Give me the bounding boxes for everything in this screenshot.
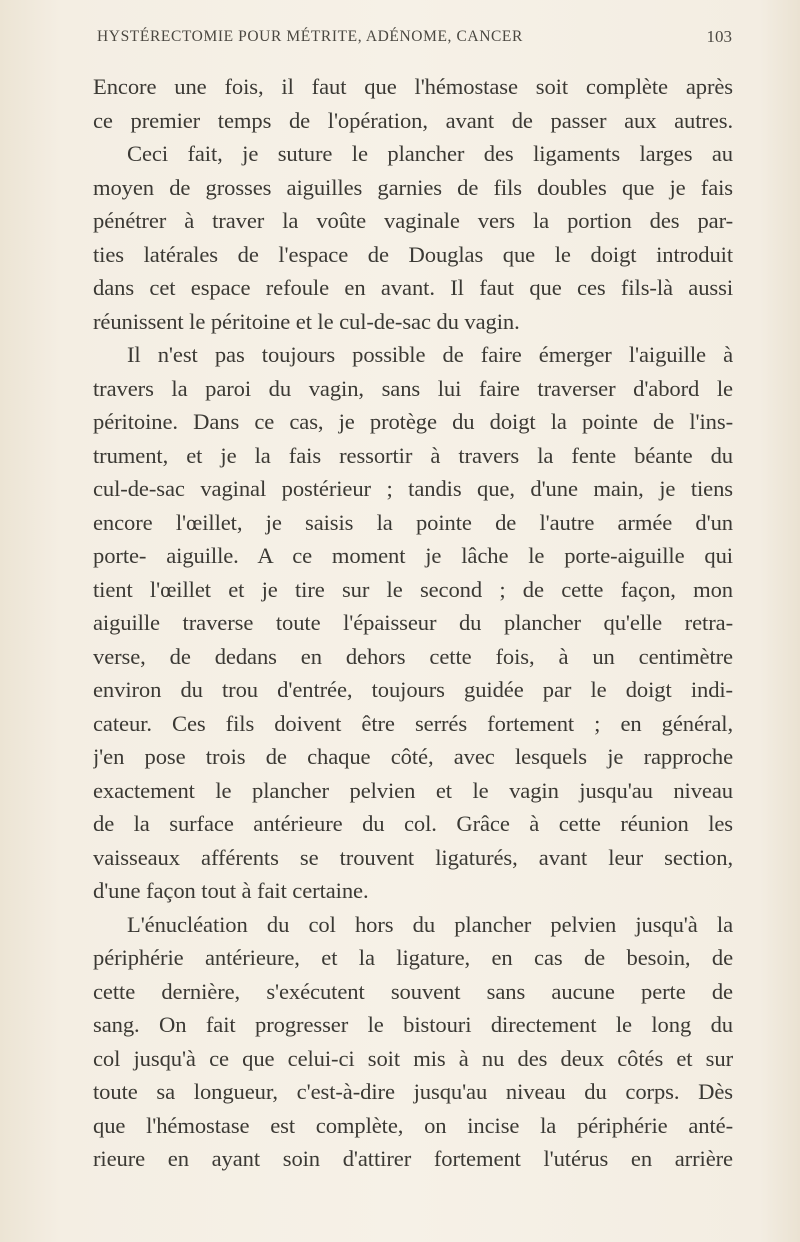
page-number: 103 (706, 27, 732, 46)
text-line: Ceci fait, je suture le plancher des ligaments larges au (127, 141, 733, 166)
text-line: Encore une fois, il faut que l'hémostase soit complète après (93, 74, 733, 99)
text-line: exactement le plancher pelvien et le vagin jusqu'au niveau (93, 777, 733, 803)
text-line: moyen de grosses aiguilles garnies de fils doubles que je fais (93, 174, 733, 200)
running-title: HYSTÉRECTOMIE POUR MÉTRITE, ADÉNOME, CANCER (97, 28, 523, 45)
text-line: de la surface antérieure du col. Grâce à cette réunion les (93, 811, 733, 836)
text-line: aiguille traverse toute l'épaisseur du plancher qu'elle retra- (93, 610, 733, 635)
text-line: travers la paroi du vagin, sans lui faire traverser d'abord le (93, 375, 733, 401)
text-line: cette dernière, s'exécutent souvent sans aucune perte de (93, 978, 733, 1004)
text-line: rieure en ayant soin d'attirer fortement l'utérus en arrière (93, 1146, 733, 1171)
text-line: périphérie antérieure, et la ligature, en cas de besoin, de (93, 945, 733, 970)
running-head (97, 28, 732, 58)
text-line: verse, de dedans en dehors cette fois, à un centimètre (93, 643, 733, 669)
text-line: encore l'œillet, je saisis la pointe de l'autre armée d'un (93, 509, 733, 535)
text-line: col jusqu'à ce que celui-ci soit mis à nu des deux côtés et sur (93, 1045, 733, 1071)
text-line: trument, et je la fais ressortir à travers la fente béante du (93, 442, 733, 468)
text-line: ce premier temps de l'opération, avant de passer aux autres. (93, 107, 733, 133)
text-line: sang. On fait progresser le bistouri directement le long du (93, 1012, 733, 1037)
text-line: toute sa longueur, c'est-à-dire jusqu'au niveau du corps. Dès (93, 1079, 733, 1104)
text-line: que l'hémostase est complète, on incise la périphérie anté- (93, 1112, 733, 1138)
text-line: vaisseaux afférents se trouvent ligaturés, avant leur section, (93, 844, 733, 870)
body-text (93, 70, 733, 1176)
text-line: porte- aiguille. A ce moment je lâche le porte-aiguille qui (93, 543, 733, 568)
text-line: L'énucléation du col hors du plancher pelvien jusqu'à la (127, 911, 733, 937)
text-line: réunissent le péritoine et le cul-de-sac du vagin. (93, 308, 520, 334)
text-line: pénétrer à traver la voûte vaginale vers la portion des par- (93, 208, 733, 233)
text-line: environ du trou d'entrée, toujours guidée par le doigt indi- (93, 677, 733, 702)
text-line: d'une façon tout à fait certaine. (93, 878, 369, 903)
text-line: Il n'est pas toujours possible de faire émerger l'aiguille à (127, 342, 733, 367)
text-line: cateur. Ces fils doivent être serrés fortement ; en général, (93, 710, 733, 736)
text-line: dans cet espace refoule en avant. Il faut que ces fils-là aussi (93, 275, 733, 300)
text-line: péritoine. Dans ce cas, je protège du doigt la pointe de l'ins- (93, 409, 733, 434)
text-line: tient l'œillet et je tire sur le second ; de cette façon, mon (93, 576, 733, 602)
text-line: ties latérales de l'espace de Douglas que le doigt introduit (93, 241, 733, 267)
text-line: j'en pose trois de chaque côté, avec lesquels je rapproche (93, 744, 733, 769)
text-line: cul-de-sac vaginal postérieur ; tandis que, d'une main, je tiens (93, 476, 733, 501)
